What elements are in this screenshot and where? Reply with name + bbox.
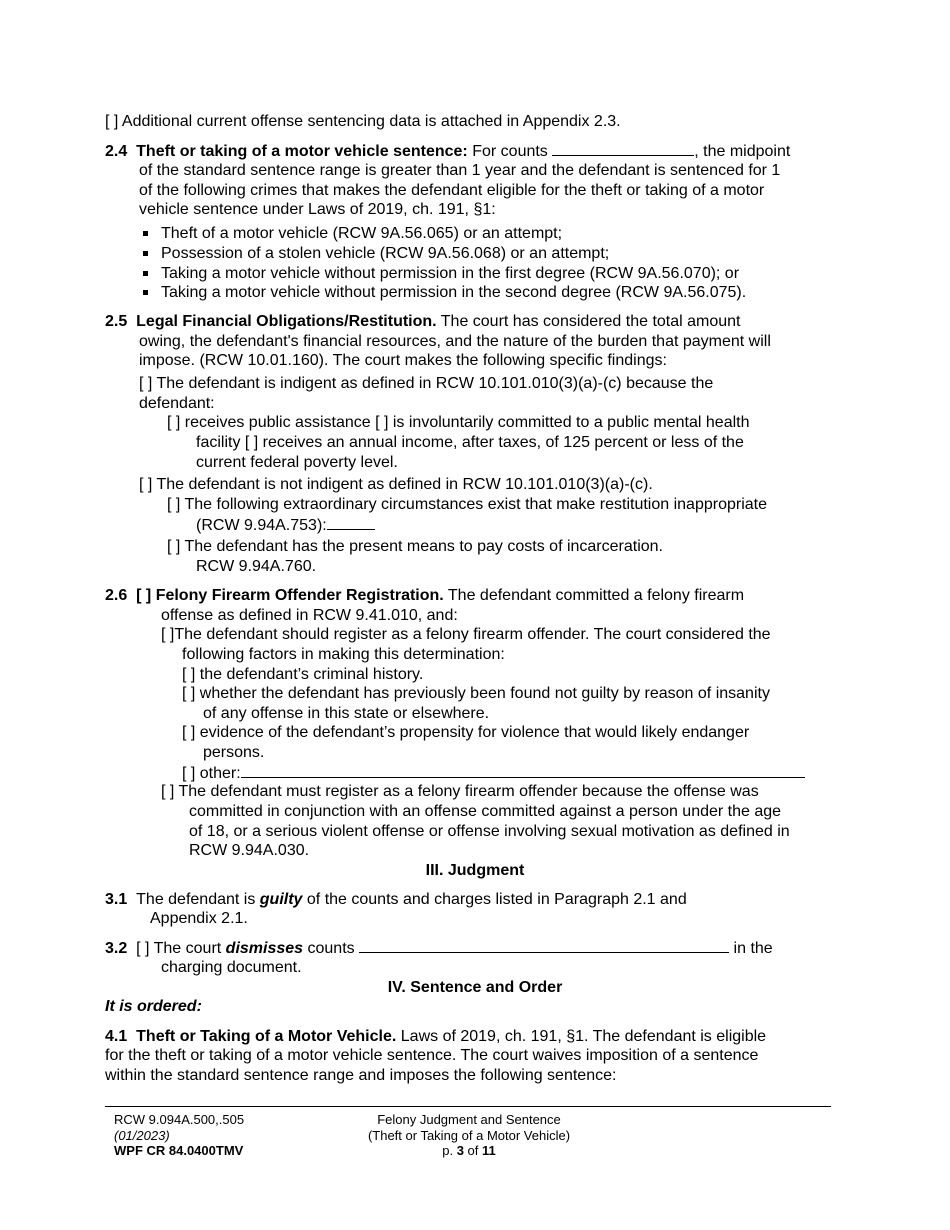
- section-2-5-line-2: owing, the defendant's financial resources, and the nature of the burden that payment will: [139, 333, 771, 350]
- text: of the counts and charges listed in Paragraph 2.1 and: [302, 891, 687, 908]
- section-2-6-line-2: offense as defined in RCW 9.41.010, and:: [161, 607, 458, 624]
- guilty-emphasis: guilty: [259, 891, 303, 908]
- text: The defendant committed a felony firearm: [447, 587, 745, 604]
- should-register-line-2: following factors in making this determination:: [182, 646, 505, 663]
- counts-blank-field[interactable]: [552, 141, 694, 156]
- section-4-1-line-2: for the theft or taking of a motor vehicle sentence. The court waives imposition of a sentence: [105, 1047, 759, 1064]
- dismissed-counts-blank-field[interactable]: [359, 938, 729, 953]
- bullet-item: Possession of a stolen vehicle (RCW 9A.56.068) or an attempt;: [161, 245, 610, 262]
- text: counts: [303, 940, 360, 957]
- text: [ ] other:: [182, 765, 241, 782]
- bullet-item: Taking a motor vehicle without permission in the second degree (RCW 9A.56.075).: [161, 284, 747, 301]
- section-heading: Legal Financial Obligations/Restitution.: [136, 313, 437, 330]
- text: in the: [729, 940, 773, 957]
- section-heading: Theft or taking of a motor vehicle sentence:: [136, 143, 468, 160]
- section-2-5-line-3: impose. (RCW 10.01.160). The court makes the following specific findings:: [139, 352, 667, 369]
- section-number: 3.1: [105, 891, 128, 908]
- section-number: 3.2: [105, 940, 128, 957]
- poverty-level-line: current federal poverty level.: [196, 454, 398, 471]
- section-3-2-line-1: [105, 938, 773, 959]
- criminal-history-checkbox-line: [ ] the defendant’s criminal history.: [182, 666, 424, 683]
- footer-rcw: RCW 9.094A.500,.505: [114, 1112, 245, 1127]
- not-indigent-checkbox-line: [ ] The defendant is not indigent as defined in RCW 10.101.010(3)(a)-(c).: [139, 476, 653, 493]
- footer-date: (01/2023): [114, 1128, 170, 1143]
- section-2-5-line-1: [105, 312, 741, 332]
- present-means-checkbox-line: [ ] The defendant has the present means to pay costs of incarceration.: [167, 538, 663, 555]
- total-pages: 11: [482, 1143, 496, 1158]
- section-3-1-line-1: [105, 890, 687, 910]
- section-3-1-line-2: Appendix 2.1.: [150, 910, 248, 927]
- other-checkbox-line: [182, 763, 805, 784]
- text: For counts: [472, 143, 548, 160]
- public-assistance-checkbox-line: [ ] receives public assistance [ ] is involuntarily committed to a public mental health: [167, 414, 750, 431]
- section-number: 2.4: [105, 143, 128, 160]
- bullet-item: Taking a motor vehicle without permission in the first degree (RCW 9A.56.070); or: [161, 265, 740, 282]
- rcw-760-line: RCW 9.94A.760.: [196, 558, 317, 575]
- section-2-4-line-4: vehicle sentence under Laws of 2019, ch. 191, §1:: [139, 201, 496, 218]
- text: (RCW 9.94A.753):: [196, 517, 327, 534]
- text: [ ] The court: [136, 940, 226, 957]
- text: The court has considered the total amount: [440, 313, 741, 330]
- footer-page-number: [319, 1143, 619, 1159]
- text: , the midpoint: [694, 143, 791, 160]
- sentence-heading: IV. Sentence and Order: [387, 979, 563, 996]
- restitution-blank-field[interactable]: [327, 515, 375, 530]
- propensity-line-2: persons.: [203, 744, 265, 761]
- section-4-1-line-3: within the standard sentence range and imposes the following sentence:: [105, 1067, 617, 1084]
- extraordinary-circumstances-line: [ ] The following extraordinary circumstances exist that make restitution inappropriate: [167, 496, 767, 513]
- text: p.: [442, 1143, 457, 1158]
- insanity-line-2: of any offense in this state or elsewhere.: [203, 705, 490, 722]
- other-blank-field[interactable]: [241, 763, 805, 778]
- current-page: 3: [456, 1143, 464, 1158]
- must-register-checkbox-line: [ ] The defendant must register as a felony firearm offender because the offense was: [161, 783, 759, 800]
- section-2-4-line-2: of the standard sentence range is greater than 1 year and the defendant is sentenced for 1: [139, 162, 781, 179]
- propensity-checkbox-line: [ ] evidence of the defendant’s propensity for violence that would likely endanger: [182, 724, 750, 741]
- footer-subtitle: (Theft or Taking of a Motor Vehicle): [367, 1128, 571, 1143]
- must-register-line-2: committed in conjunction with an offense committed against a person under the age: [189, 803, 782, 820]
- section-4-1-line-1: [105, 1027, 766, 1047]
- it-is-ordered: It is ordered:: [105, 998, 202, 1015]
- indigent-checkbox-line: [ ] The defendant is indigent as defined in RCW 10.101.010(3)(a)-(c) because the: [139, 375, 714, 392]
- bullet-icon: [143, 251, 148, 256]
- text: Laws of 2019, ch. 191, §1. The defendant is eligible: [400, 1028, 767, 1045]
- bullet-item: Theft of a motor vehicle (RCW 9A.56.065) or an attempt;: [161, 225, 563, 242]
- section-2-6-line-1: [105, 586, 744, 606]
- bullet-icon: [143, 271, 148, 276]
- section-number: 2.6: [105, 587, 128, 604]
- section-2-4-line-1: [105, 141, 790, 162]
- bullet-icon: [143, 290, 148, 295]
- judgment-heading: III. Judgment: [425, 862, 525, 879]
- section-2-4-line-3: of the following crimes that makes the defendant eligible for the theft or taking of a motor: [139, 182, 765, 199]
- must-register-line-4: RCW 9.94A.030.: [189, 842, 310, 859]
- section-number: 2.5: [105, 313, 128, 330]
- footer-divider: [105, 1106, 831, 1107]
- section-heading: [ ] Felony Firearm Offender Registration.: [136, 587, 444, 604]
- dismisses-emphasis: dismisses: [225, 940, 304, 957]
- footer-form-id: WPF CR 84.0400TMV: [114, 1143, 244, 1158]
- text: of: [463, 1143, 483, 1158]
- indigent-line-2: defendant:: [139, 395, 215, 412]
- bullet-icon: [143, 231, 148, 236]
- facility-checkbox-line: facility [ ] receives an annual income, after taxes, of 125 percent or less of the: [196, 434, 744, 451]
- must-register-line-3: of 18, or a serious violent offense or offense involving sexual motivation as defined in: [189, 823, 790, 840]
- rcw-753-line: [196, 515, 375, 536]
- section-3-2-line-2: charging document.: [161, 959, 302, 976]
- footer-title: Felony Judgment and Sentence: [377, 1112, 561, 1127]
- should-register-checkbox-line: [ ]The defendant should register as a felony firearm offender. The court considered the: [161, 626, 771, 643]
- section-number: 4.1: [105, 1028, 128, 1045]
- section-heading: Theft or Taking of a Motor Vehicle.: [136, 1028, 397, 1045]
- appendix-2-3-checkbox-line: [ ] Additional current offense sentencing data is attached in Appendix 2.3.: [105, 113, 621, 130]
- text: The defendant is: [136, 891, 260, 908]
- insanity-checkbox-line: [ ] whether the defendant has previously been found not guilty by reason of insanity: [182, 685, 770, 702]
